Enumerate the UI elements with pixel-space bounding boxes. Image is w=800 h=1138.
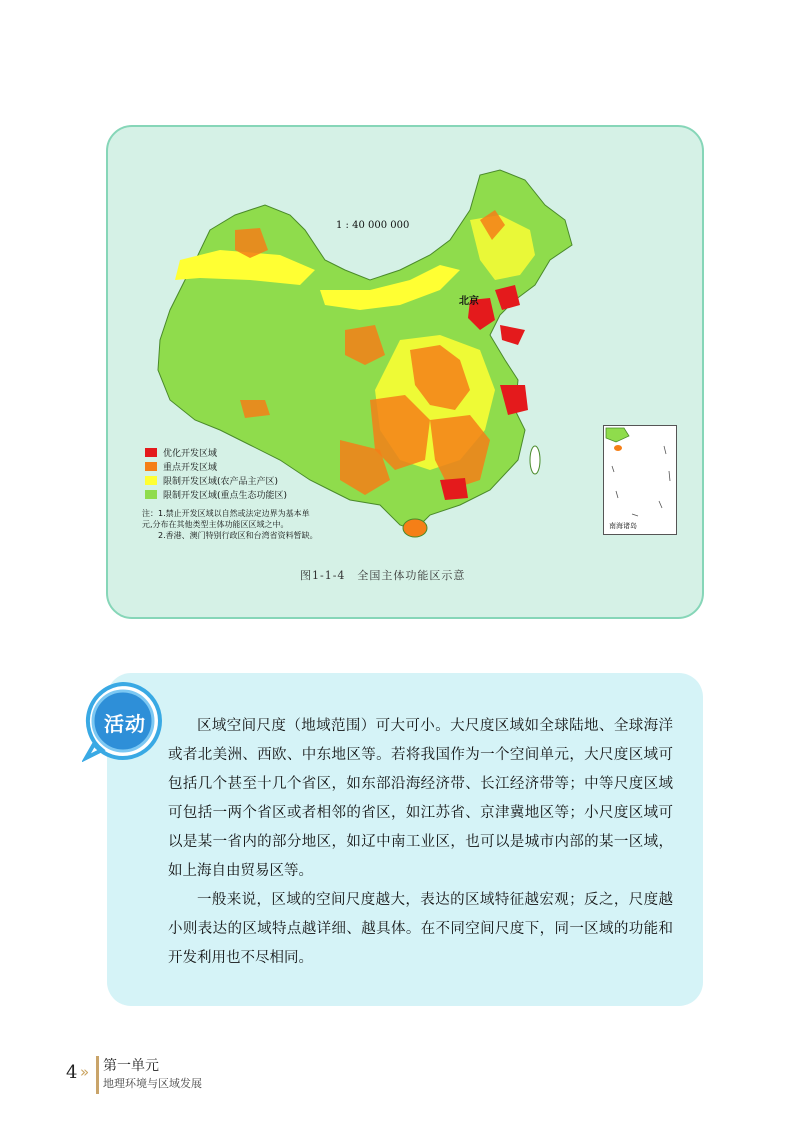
note-line: 2.香港、澳门特别行政区和台湾省资料暂缺。 bbox=[142, 531, 318, 540]
legend-label: 限制开发区域(重点生态功能区) bbox=[163, 491, 288, 501]
activity-paragraph: 一般来说，区域的空间尺度越大，表达的区域特征越宏观；反之，尺度越小则表达的区域特点越详细、越具体。在不同空间尺度下，同一区域的功能和开发利用也不尽相同。 bbox=[168, 892, 673, 966]
figure-caption: 图1-1-4 全国主体功能区示意 bbox=[300, 569, 466, 582]
activity-paragraph: 区域空间尺度（地域范围）可大可小。大尺度区域如全球陆地、全球海洋或者北美洲、西欧、中东地区等。若将我国作为一个空间单元，大尺度区域可包括几个甚至十几个省区，如东部沿海经济带、长江经济带等；中等尺度区域可包括一两个省区或者相邻的省区，如江苏省、京津冀地区等；小尺度区域可以是某一省内的部分地区，如辽中南工业区，也可以是城市内部的某一区域，如上海自由贸易区等。 bbox=[168, 718, 673, 879]
note-line: 注：1.禁止开发区域以自然或法定边界为基本单 bbox=[142, 509, 310, 518]
map-notes bbox=[142, 508, 382, 541]
legend-swatch-optimized bbox=[145, 448, 157, 457]
map-orange-zone-8 bbox=[240, 400, 270, 418]
legend-item bbox=[145, 474, 287, 487]
inset-label: 南海诸岛 bbox=[609, 522, 637, 530]
chevron-right-icon: » bbox=[80, 1063, 90, 1081]
legend-item bbox=[145, 446, 287, 459]
legend-label: 优化开发区域 bbox=[163, 449, 218, 459]
activity-text bbox=[168, 712, 673, 973]
footer-divider bbox=[96, 1056, 99, 1094]
note-line: 元,分布在其他类型主体功能区区域之中。 bbox=[142, 520, 289, 529]
legend-label: 限制开发区域(农产品主产区) bbox=[163, 477, 279, 487]
activity-badge-label: 活动 bbox=[104, 712, 146, 736]
map-red-shandong bbox=[500, 325, 525, 345]
legend-swatch-key bbox=[145, 462, 157, 471]
legend-item bbox=[145, 488, 287, 501]
south-china-sea-inset bbox=[603, 425, 677, 535]
map-red-prd bbox=[440, 478, 468, 500]
footer-subtitle: 地理环境与区域发展 bbox=[103, 1077, 202, 1090]
footer-unit: 第一单元 bbox=[103, 1058, 159, 1074]
map-legend bbox=[145, 446, 287, 502]
map-taiwan bbox=[530, 446, 540, 474]
map-hainan bbox=[403, 519, 427, 537]
page-number: 4 bbox=[66, 1062, 78, 1083]
inset-map bbox=[604, 426, 676, 534]
legend-swatch-eco bbox=[145, 490, 157, 499]
legend-swatch-agri bbox=[145, 476, 157, 485]
beijing-label: 北京 bbox=[459, 296, 479, 307]
map-scale: 1 : 40 000 000 bbox=[336, 220, 410, 231]
legend-item bbox=[145, 460, 287, 473]
legend-label: 重点开发区域 bbox=[163, 463, 218, 473]
